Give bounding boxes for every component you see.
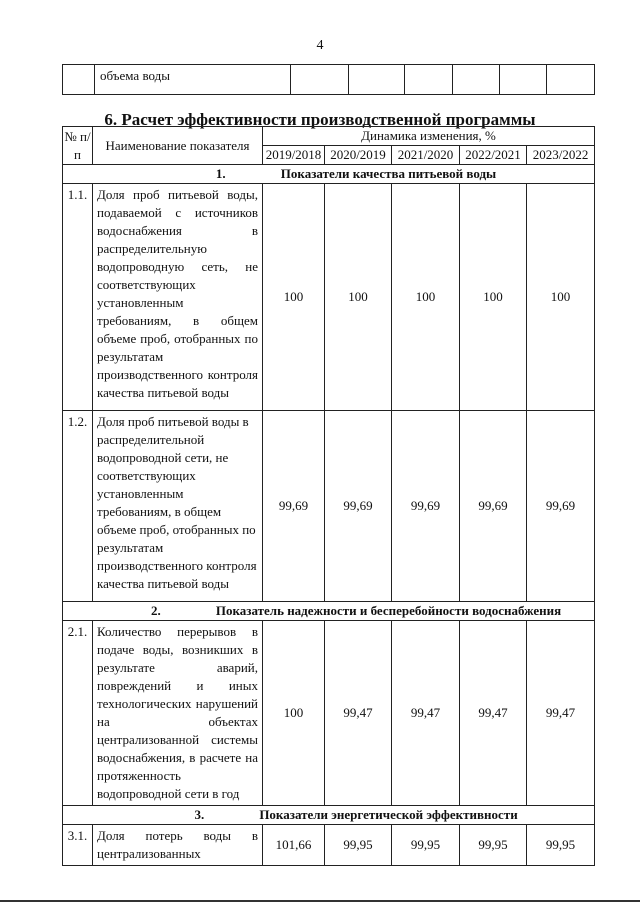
- col-header-year: 2022/2021: [460, 146, 527, 165]
- group-number: 3.: [194, 807, 205, 822]
- value-cell: 99,95: [460, 825, 527, 866]
- value-cell: 100: [527, 184, 595, 411]
- top-table-fragment: [62, 64, 595, 95]
- indicator-name: Доля потерь воды в централизованных: [93, 825, 263, 866]
- efficiency-table: [62, 126, 595, 866]
- table-row: [63, 825, 595, 866]
- value-cell: 99,69: [392, 411, 460, 602]
- col-header-num: № п/п: [63, 127, 93, 165]
- header-row: [63, 127, 595, 146]
- indicator-name: Доля проб питьевой воды в распределительной водопроводной сети, не соответствующих установленным требованиям, в общем объеме проб, отобранных по результатам производственного контроля качества питьевой воды: [93, 411, 263, 602]
- col-header-year: 2020/2019: [325, 146, 392, 165]
- col-header-year: 2021/2020: [392, 146, 460, 165]
- value-cell: 99,47: [527, 621, 595, 806]
- value-cell: 100: [263, 621, 325, 806]
- group-row: [63, 602, 595, 621]
- table-row: [63, 621, 595, 806]
- indicator-name: Доля проб питьевой воды, подаваемой с источников водоснабжения в распределительную водопроводную сеть, не соответствующих установленным требованиям, в общем объеме проб, отобранных по результатам производственного контроля качества питьевой воды: [93, 184, 263, 411]
- group-number: 1.: [215, 166, 226, 181]
- group-row: [63, 806, 595, 825]
- value-cell: 100: [325, 184, 392, 411]
- indicator-name: Количество перерывов в подаче воды, возникших в результате аварий, повреждений и иных технологических нарушений на объектах централизованной системы водоснабжения, в расчете на протяженность водопроводной сети в год: [93, 621, 263, 806]
- group-title: Показатель надежности и бесперебойности водоснабжения: [215, 603, 562, 618]
- value-cell: 99,69: [527, 411, 595, 602]
- value-cell: 99,47: [460, 621, 527, 806]
- row-number: 3.1.: [63, 825, 93, 866]
- page-bottom-rule: [0, 900, 640, 902]
- value-cell: 99,95: [325, 825, 392, 866]
- group-row: [63, 165, 595, 184]
- row-number: 1.1.: [63, 184, 93, 411]
- col-header-name: Наименование показателя: [93, 127, 263, 165]
- value-cell: 99,95: [527, 825, 595, 866]
- group-number: 2.: [150, 603, 161, 618]
- group-title: Показатели энергетической эффективности: [259, 807, 518, 822]
- group-title: Показатели качества питьевой воды: [280, 166, 497, 181]
- value-cell: 99,69: [263, 411, 325, 602]
- value-cell: 101,66: [263, 825, 325, 866]
- col-header-year: 2019/2018: [263, 146, 325, 165]
- value-cell: 100: [392, 184, 460, 411]
- col-header-dynamics: Динамика изменения, %: [263, 127, 595, 146]
- indicator-name: объема воды: [95, 65, 291, 95]
- table-row: [63, 411, 595, 602]
- value-cell: 99,69: [325, 411, 392, 602]
- table-row: [63, 65, 595, 95]
- row-number: 1.2.: [63, 411, 93, 602]
- value-cell: 99,47: [325, 621, 392, 806]
- row-number: 2.1.: [63, 621, 93, 806]
- section-title: 6. Расчет эффективности производственной программы: [104, 110, 536, 129]
- page-number: 4: [316, 38, 324, 53]
- table-row: [63, 184, 595, 411]
- value-cell: 99,47: [392, 621, 460, 806]
- col-header-year: 2023/2022: [527, 146, 595, 165]
- value-cell: 100: [460, 184, 527, 411]
- value-cell: 99,69: [460, 411, 527, 602]
- value-cell: 100: [263, 184, 325, 411]
- value-cell: 99,95: [392, 825, 460, 866]
